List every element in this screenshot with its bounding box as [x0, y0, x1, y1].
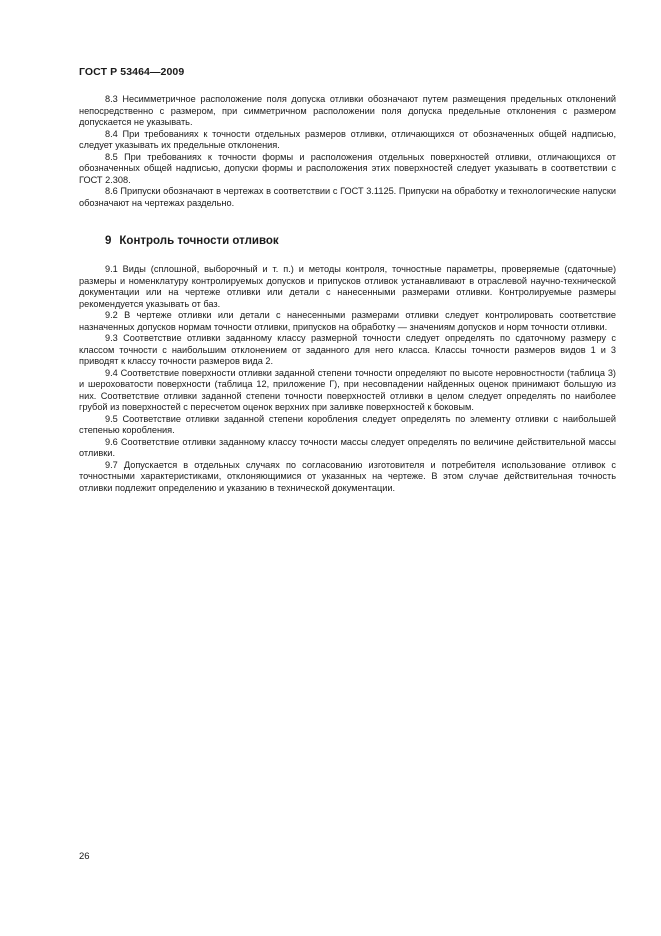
paragraph-9-2: 9.2 В чертеже отливки или детали с нанесенными размерами отливки следует контролировать соответствие назначенных допусков нормам точности отливки, припусков на обработку — значениям допусков и норм точности отливки. [79, 310, 616, 332]
paragraph-9-3: 9.3 Соответствие отливки заданному классу размерной точности следует определять по сдаточному размеру с классом точности с наибольшим отклонением от заданного для него класса. Классы точности размеров видов 1 и 3 приводят к классу точности размеров вида 2. [79, 333, 616, 366]
section-9-title: Контроль точности отливок [119, 235, 279, 247]
section-9-heading [105, 235, 279, 247]
paragraph-9-7: 9.7 Допускается в отдельных случаях по согласованию изготовителя и потребителя использование отливок с точностными характеристиками, отклоняющимися от указанных на чертеже. В этом случае действительная точность отливки подлежит определению и указанию в технической документации. [79, 459, 616, 493]
section-9-body [79, 264, 616, 494]
paragraph-8-4: 8.4 При требованиях к точности отдельных размеров отливки, отличающихся от обозначенных общей надписью, следует указывать их предельные отклонения. [79, 128, 616, 150]
page-number: 26 [79, 851, 90, 862]
section-8-body [79, 94, 616, 209]
paragraph-8-5: 8.5 При требованиях к точности формы и расположения отдельных поверхностей отливки, отличающихся от обозначенных общей надписью, допуски формы и расположения этих поверхностей следует указывать в соответствии с ГОСТ 2.308. [79, 151, 616, 185]
paragraph-8-3: 8.3 Несимметричное расположение поля допуска отливки обозначают путем размещения предельных отклонений непосредственно с размером, при симметричном расположении поля допуска предельные отклонения с размером допускается не указывать. [79, 94, 616, 127]
paragraph-9-5: 9.5 Соответствие отливки заданной степени коробления следует определять по элементу отливки с наибольшей степенью коробления. [79, 413, 616, 435]
paragraph-9-1: 9.1 Виды (сплошной, выборочный и т. п.) и методы контроля, точностные параметры, проверяемые (сдаточные) размеры и номенклатуру контролируемых допусков и припусков отливок устанавливают в отраслевой научно-технической документации или на чертеже отливки или детали с нанесенными размерами отливки. Контролируемые размеры рекомендуется указывать от баз. [79, 264, 616, 309]
document-header: ГОСТ Р 53464—2009 [79, 66, 185, 78]
section-9-number: 9 [105, 235, 112, 247]
paragraph-8-6: 8.6 Припуски обозначают в чертежах в соответствии с ГОСТ 3.1125. Припуски на обработку и технологические напуски обозначают на чертежах раздельно. [79, 186, 616, 208]
paragraph-9-4: 9.4 Соответствие поверхности отливки заданной степени точности определяют по высоте неровностности (таблица 3) и шероховатости поверхности (таблица 12, приложение Г), при несовпадении найденных оценок принимают большую из них. Соответствие отливки заданной степени точности поверхностей отливки в целом следует определять по наиболее грубой из поверхностей с пересчетом оценок верхних при заливке поверхностей к боковым. [79, 367, 616, 412]
paragraph-9-6: 9.6 Соответствие отливки заданному классу точности массы следует определять по величине действительной массы отливки. [79, 436, 616, 458]
